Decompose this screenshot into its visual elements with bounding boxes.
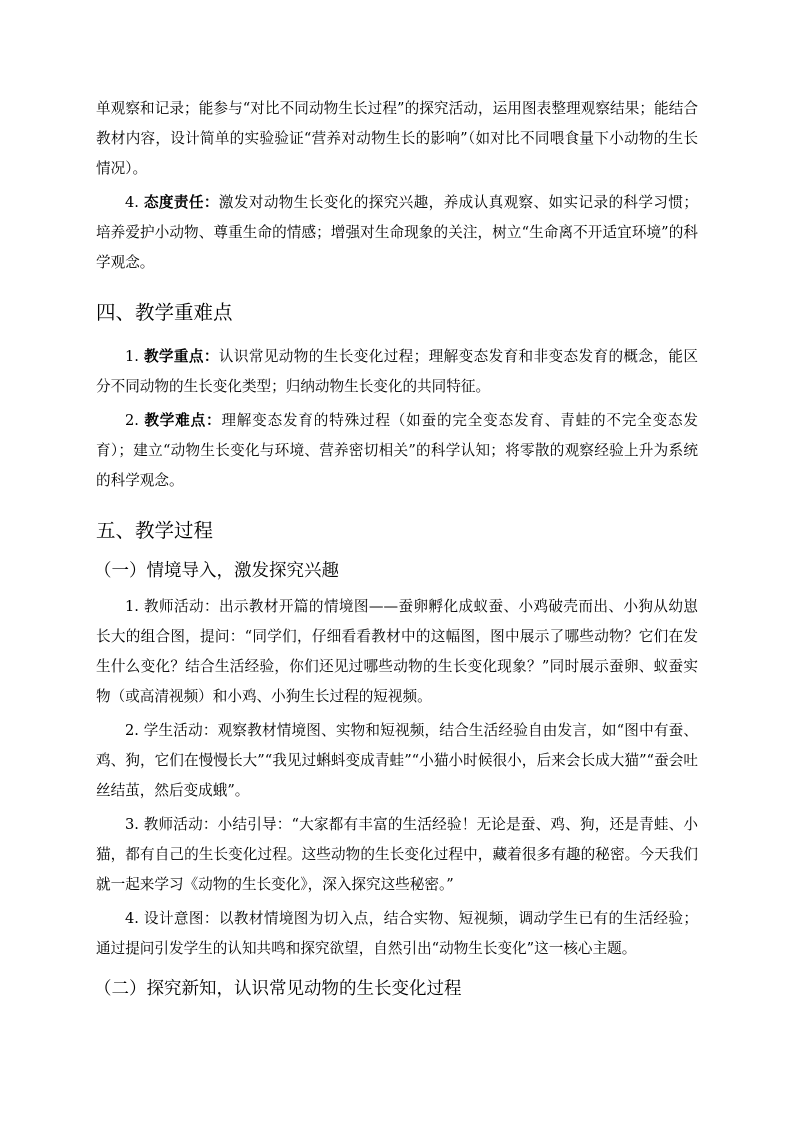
item-label: 教学难点： <box>144 412 222 429</box>
objective-3-continuation: 单观察和记录；能参与“对比不同动物生长过程”的探究活动，运用图表整理观察结果；能结合教材内容，设计简单的实验验证“营养对动物生长的影响”（如对比不同喂食量下小动物的生长情况）。 <box>96 100 698 177</box>
item-text: 认识常见动物的生长变化过程；理解变态发育和非变态发育的概念，能区分不同动物的生长变化类型；归纳动物生长变化的共同特征。 <box>96 348 698 395</box>
subsection-heading-new-knowledge: （二）探究新知，认识常见动物的生长变化过程 <box>94 979 462 999</box>
item-label: 态度责任： <box>143 194 219 211</box>
key-point-item <box>96 342 698 402</box>
subsection-heading-introduction: （一）情境导入，激发探究兴趣 <box>94 561 339 581</box>
item-text: 理解变态发育的特殊过程（如蚕的完全变态发育、青蛙的不完全变态发育）；建立“动物生长变化与环境、营养密切相关”的科学认知；将零散的观察经验上升为系统的科学观念。 <box>96 412 698 489</box>
difficult-point-item <box>96 406 698 496</box>
item-number: 4. <box>125 194 144 211</box>
process-item: 1. 教师活动：出示教材开篇的情境图——蚕卵孵化成蚁蚕、小鸡破壳而出、小狗从幼崽长大的组合图，提问：“同学们，仔细看看教材中的这幅图，图中展示了哪些动物？它们在发生什么变化？结合生活经验，你们还见过哪些动物的生长变化现象？”同时展示蚕卵、蚁蚕实物（或高清视频）和小鸡、小狗生长过程的短视频。 <box>96 598 698 705</box>
process-item: 2. 学生活动：观察教材情境图、实物和短视频，结合生活经验自由发言，如“图中有蚕、鸡、狗，它们在慢慢长大”“我见过蝌蚪变成青蛙”“小猫小时候很小，后来会长成大猫”“蚕会吐丝结茧，然后变成蛾”。 <box>96 722 698 799</box>
item-number: 1. <box>125 348 144 365</box>
section-heading-teaching-process: 五、教学过程 <box>96 519 214 542</box>
section-heading-key-points: 四、教学重难点 <box>96 301 233 324</box>
item-label: 教学重点： <box>143 348 219 365</box>
objective-4-attitude <box>96 188 698 278</box>
process-item: 3. 教师活动：小结引导：“大家都有丰富的生活经验！无论是蚕、鸡、狗，还是青蛙、小猫，都有自己的生长变化过程。这些动物的生长变化过程中，藏着很多有趣的秘密。今天我们就一起来学习《动物的生长变化》，深入探究这些秘密。” <box>96 816 698 893</box>
process-item: 4. 设计意图：以教材情境图为切入点，结合实物、短视频，调动学生已有的生活经验；通过提问引发学生的认知共鸣和探究欲望，自然引出“动物生长变化”这一核心主题。 <box>96 910 698 957</box>
item-text: 激发对动物生长变化的探究兴趣，养成认真观察、如实记录的科学习惯；培养爱护小动物、尊重生命的情感；增强对生命现象的关注，树立“生命离不开适宜环境”的科学观念。 <box>96 194 698 271</box>
item-number: 2. <box>125 412 145 429</box>
